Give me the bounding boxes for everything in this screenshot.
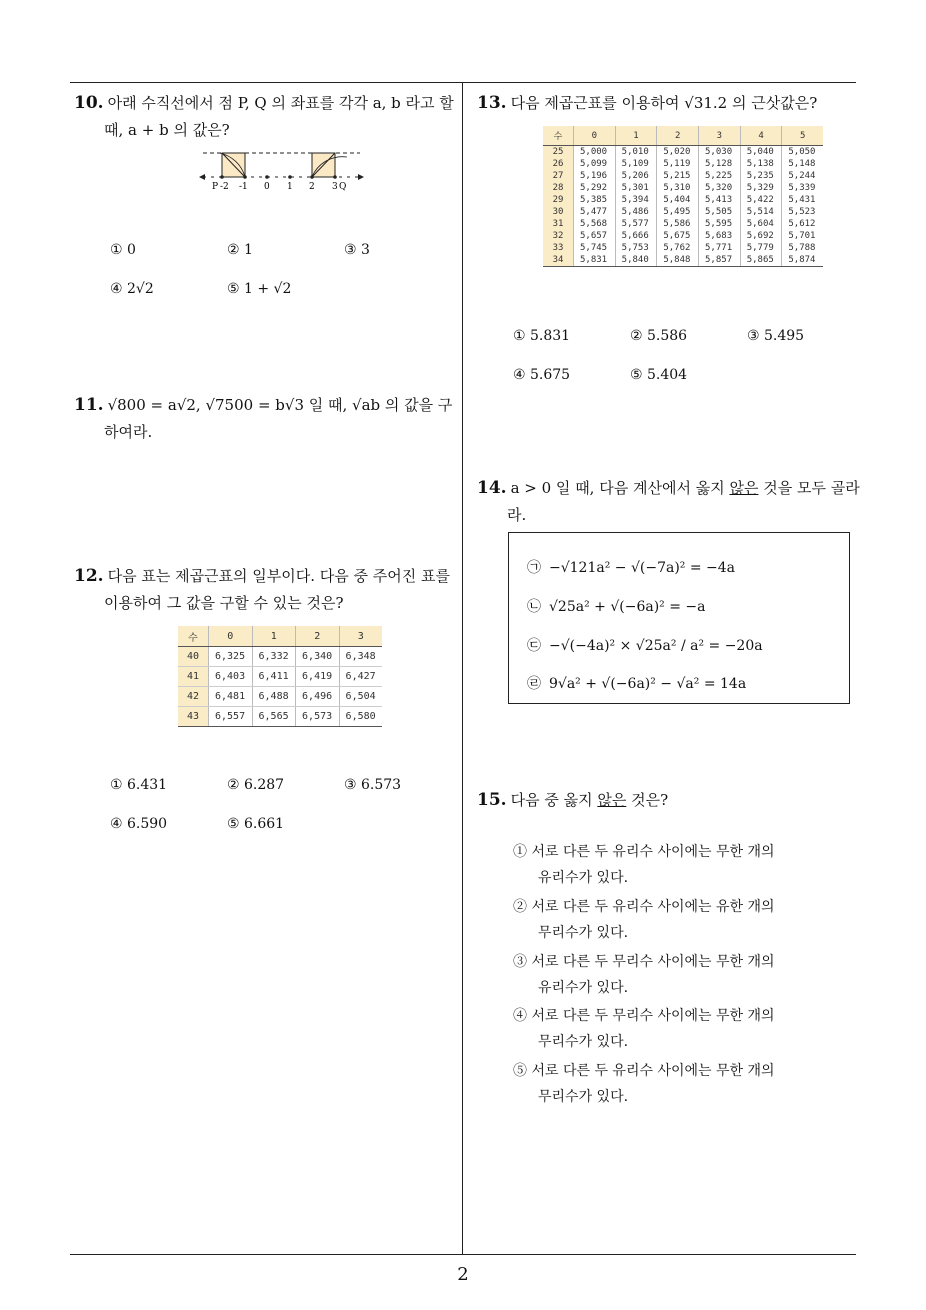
table-cell: 5,225 <box>699 170 741 182</box>
table-cell: 5,431 <box>788 195 816 205</box>
table-header-cell: 수 <box>543 126 574 146</box>
table-cell: 5,657 <box>574 230 616 242</box>
table-cell: 6,419 <box>296 667 340 687</box>
table-cell: 5,385 <box>574 194 616 206</box>
table-cell: 5,329 <box>740 182 782 194</box>
table-cell: 5,745 <box>574 242 616 254</box>
row-header: 25 <box>543 146 574 159</box>
choice-text: ④ 서로 다른 두 무리수 사이에는 무한 개의 <box>513 1008 775 1024</box>
question-stem: a > 0 일 때, 다음 계산에서 옳지 <box>510 479 730 497</box>
table-cell: 6,504 <box>339 687 382 707</box>
statement-expression: −√121a² − √(−7a)² = −4a <box>549 560 736 576</box>
table-header-cell: 4 <box>740 126 782 146</box>
table-header-cell: 0 <box>574 126 616 146</box>
choice-text-continued: 무리수가 있다. <box>538 925 629 941</box>
table-row <box>178 667 382 687</box>
point-q-label: Q <box>339 182 347 192</box>
choice-3[interactable]: ③ 5.495 <box>747 328 805 344</box>
tick-label: 1 <box>287 182 293 192</box>
row-header: 32 <box>543 230 574 242</box>
table-cell: 5,857 <box>699 254 741 267</box>
table-cell: 5,666 <box>615 230 657 242</box>
statement-mark: ㉣ <box>527 676 541 692</box>
question-stem-continued: 하여라. <box>104 423 153 441</box>
table-cell: 5,301 <box>615 182 657 194</box>
choice-text-continued: 무리수가 있다. <box>538 1089 629 1105</box>
table-cell: 6,496 <box>296 687 340 707</box>
table-cell: 5,865 <box>740 254 782 267</box>
statement-item[interactable] <box>527 596 705 616</box>
choice-2[interactable]: ② 6.287 <box>227 777 285 793</box>
table-cell: 5,831 <box>574 254 616 267</box>
statement-mark: ㉡ <box>527 599 541 615</box>
table-cell: 6,348 <box>339 647 382 667</box>
question-number: 13. <box>477 93 507 113</box>
table-cell: 5,753 <box>615 242 657 254</box>
statement-expression: √25a² + √(−6a)² = −a <box>549 599 706 615</box>
table-cell: 5,577 <box>615 218 657 230</box>
row-header: 42 <box>178 687 209 707</box>
table-cell: 5,612 <box>788 219 816 229</box>
table-cell: 5,206 <box>615 170 657 182</box>
question-stem-emphasis: 않은 <box>597 791 627 809</box>
table-header-cell: 3 <box>339 626 382 647</box>
statement-item[interactable] <box>527 635 763 655</box>
table-row <box>543 146 823 159</box>
choice-text-continued: 무리수가 있다. <box>538 1034 629 1050</box>
row-header: 41 <box>178 667 209 687</box>
table-cell: 5,404 <box>657 194 699 206</box>
choice-2[interactable] <box>513 894 775 946</box>
table-cell: 6,557 <box>209 707 253 727</box>
choice-4[interactable]: ④ 6.590 <box>110 816 168 832</box>
table-cell: 5,394 <box>615 194 657 206</box>
table-header-cell: 2 <box>657 126 699 146</box>
table-cell: 6,411 <box>252 667 296 687</box>
choice-5[interactable]: ⑤ 5.404 <box>630 367 688 383</box>
choice-5[interactable]: ⑤ 6.661 <box>227 816 285 832</box>
choice-3[interactable] <box>513 949 775 1001</box>
question-12 <box>74 563 459 617</box>
table-cell: 5,523 <box>788 207 816 217</box>
table-cell: 6,325 <box>209 647 253 667</box>
question-11 <box>74 392 459 446</box>
table-row <box>543 182 823 194</box>
table-cell: 5,292 <box>574 182 616 194</box>
question-stem-tail: 것을 모두 골라 <box>758 479 860 497</box>
table-cell: 5,586 <box>657 218 699 230</box>
table-row <box>543 254 823 267</box>
question-stem: 다음 제곱근표를 이용하여 √31.2 의 근삿값은? <box>510 94 818 112</box>
row-header: 27 <box>543 170 574 182</box>
table-cell: 5,215 <box>657 170 699 182</box>
table-cell: 5,568 <box>574 218 616 230</box>
table-header-cell: 5 <box>782 126 823 146</box>
table-cell: 5,339 <box>788 183 816 193</box>
question-number: 15. <box>477 790 507 810</box>
table-cell: 5,779 <box>740 242 782 254</box>
question-stem-continued: 때, a + b 의 값은? <box>104 121 230 139</box>
statement-box <box>508 532 850 704</box>
table-cell: 5,477 <box>574 206 616 218</box>
table-row <box>543 206 823 218</box>
table-cell: 5,771 <box>699 242 741 254</box>
table-cell: 5,486 <box>615 206 657 218</box>
point-p-label: P <box>212 182 219 192</box>
tick-label: 3 <box>332 182 338 192</box>
table-cell: 5,010 <box>615 146 657 159</box>
table-header-cell: 2 <box>296 626 340 647</box>
table-cell: 5,128 <box>699 158 741 170</box>
table-cell: 6,481 <box>209 687 253 707</box>
table-cell: 5,148 <box>788 159 816 169</box>
table-header-cell: 1 <box>252 626 296 647</box>
table-row <box>543 242 823 254</box>
page-number: 2 <box>457 1264 469 1285</box>
table-cell: 5,109 <box>615 158 657 170</box>
question-stem: 다음 중 옳지 <box>510 791 598 809</box>
table-cell: 6,332 <box>252 647 296 667</box>
question-stem-continued: 라. <box>507 506 527 524</box>
statement-mark: ㉢ <box>527 638 541 654</box>
row-header: 29 <box>543 194 574 206</box>
choice-4[interactable]: ④ 2√2 <box>110 281 154 297</box>
choice-text: ③ 서로 다른 두 무리수 사이에는 무한 개의 <box>513 954 775 970</box>
table-cell: 5,762 <box>657 242 699 254</box>
choice-text-continued: 유리수가 있다. <box>538 870 629 886</box>
tick-label: 2 <box>309 182 315 192</box>
table-row <box>543 230 823 242</box>
row-header: 43 <box>178 707 209 727</box>
table-cell: 5,138 <box>740 158 782 170</box>
question-15 <box>477 787 862 814</box>
choice-text: ⑤ 서로 다른 두 유리수 사이에는 무한 개의 <box>513 1063 775 1079</box>
table-cell: 5,050 <box>788 147 816 157</box>
bottom-rule <box>70 1254 856 1255</box>
choice-3[interactable]: ③ 6.573 <box>344 777 402 793</box>
row-header: 31 <box>543 218 574 230</box>
row-header: 34 <box>543 254 574 267</box>
table-cell: 5,683 <box>699 230 741 242</box>
question-stem-tail: 것은? <box>626 791 669 809</box>
table-cell: 5,099 <box>574 158 616 170</box>
table-cell: 5,413 <box>699 194 741 206</box>
table-cell: 5,030 <box>699 146 741 159</box>
table-cell: 5,874 <box>782 254 823 267</box>
table-cell: 5,119 <box>657 158 699 170</box>
column-divider <box>462 82 463 1254</box>
table-cell: 5,244 <box>788 171 816 181</box>
row-header: 33 <box>543 242 574 254</box>
table-cell: 5,701 <box>788 231 816 241</box>
table-row <box>543 194 823 206</box>
square-root-table-13 <box>543 126 823 267</box>
choice-2[interactable]: ② 5.586 <box>630 328 688 344</box>
choice-text: ② 서로 다른 두 유리수 사이에는 유한 개의 <box>513 899 775 915</box>
table-cell: 5,040 <box>740 146 782 159</box>
table-cell: 6,573 <box>296 707 340 727</box>
table-cell: 5,840 <box>615 254 657 267</box>
table-cell: 5,505 <box>699 206 741 218</box>
question-number: 12. <box>74 566 104 586</box>
choice-text: ① 서로 다른 두 유리수 사이에는 무한 개의 <box>513 844 775 860</box>
choice-5[interactable]: ⑤ 1 + √2 <box>227 281 292 297</box>
table-cell: 5,495 <box>657 206 699 218</box>
choice-4[interactable]: ④ 5.675 <box>513 367 571 383</box>
choice-text-continued: 유리수가 있다. <box>538 980 629 996</box>
table-cell: 5,020 <box>657 146 699 159</box>
table-cell: 5,604 <box>740 218 782 230</box>
table-cell: 5,196 <box>574 170 616 182</box>
question-13 <box>477 90 857 117</box>
tick-label: -1 <box>239 182 248 192</box>
table-cell: 5,595 <box>699 218 741 230</box>
row-header: 26 <box>543 158 574 170</box>
table-cell: 5,514 <box>740 206 782 218</box>
choice-5[interactable] <box>513 1058 775 1110</box>
table-row <box>543 170 823 182</box>
choice-2[interactable]: ② 1 <box>227 242 253 258</box>
table-cell: 5,692 <box>740 230 782 242</box>
tick-label: -2 <box>220 182 229 192</box>
tick-label: 0 <box>264 182 270 192</box>
statement-expression: 9√a² + √(−6a)² − √a² = 14a <box>549 676 747 692</box>
question-stem: √800 = a√2, √7500 = b√3 일 때, √ab 의 값을 구 <box>107 396 453 414</box>
statement-item[interactable] <box>527 557 735 577</box>
statement-item[interactable] <box>527 673 746 693</box>
question-10 <box>74 90 459 144</box>
table-row <box>543 158 823 170</box>
question-stem: 아래 수직선에서 점 P, Q 의 좌표를 각각 a, b 라고 할 <box>107 94 454 112</box>
choice-1[interactable]: ① 6.431 <box>110 777 168 793</box>
table-cell: 5,422 <box>740 194 782 206</box>
statement-expression: −√(−4a)² × √25a² / a² = −20a <box>549 638 763 654</box>
number-line-figure <box>195 145 370 195</box>
table-cell: 6,340 <box>296 647 340 667</box>
question-number: 10. <box>74 93 104 113</box>
table-header-cell: 수 <box>178 626 209 647</box>
choice-4[interactable] <box>513 1003 775 1055</box>
row-header: 30 <box>543 206 574 218</box>
question-number: 11. <box>74 395 104 415</box>
table-cell: 6,565 <box>252 707 296 727</box>
square-root-table-12 <box>178 626 382 727</box>
table-cell: 5,320 <box>699 182 741 194</box>
row-header: 28 <box>543 182 574 194</box>
choice-3[interactable]: ③ 3 <box>344 242 370 258</box>
question-stem: 다음 표는 제곱근표의 일부이다. 다음 중 주어진 표를 <box>107 567 451 585</box>
table-header-cell: 3 <box>699 126 741 146</box>
table-header-cell: 0 <box>209 626 253 647</box>
table-cell: 5,848 <box>657 254 699 267</box>
statement-mark: ㉠ <box>527 560 541 576</box>
table-cell: 6,488 <box>252 687 296 707</box>
question-stem-continued: 이용하여 그 값을 구할 수 있는 것은? <box>104 594 344 612</box>
top-rule <box>70 82 856 83</box>
table-cell: 6,403 <box>209 667 253 687</box>
question-number: 14. <box>477 478 507 498</box>
choice-1[interactable] <box>513 839 775 891</box>
table-cell: 5,235 <box>740 170 782 182</box>
table-row <box>178 687 382 707</box>
table-row <box>178 647 382 667</box>
table-cell: 5,000 <box>574 146 616 159</box>
row-header: 40 <box>178 647 209 667</box>
table-cell: 5,310 <box>657 182 699 194</box>
question-stem-emphasis: 않은 <box>729 479 759 497</box>
choice-1[interactable]: ① 0 <box>110 242 136 258</box>
table-cell: 6,580 <box>339 707 382 727</box>
table-header-cell: 1 <box>615 126 657 146</box>
table-cell: 5,675 <box>657 230 699 242</box>
table-cell: 5,788 <box>788 243 816 253</box>
question-14 <box>477 475 862 529</box>
table-cell: 6,427 <box>339 667 382 687</box>
table-row <box>178 707 382 727</box>
choice-1[interactable]: ① 5.831 <box>513 328 571 344</box>
table-row <box>543 218 823 230</box>
